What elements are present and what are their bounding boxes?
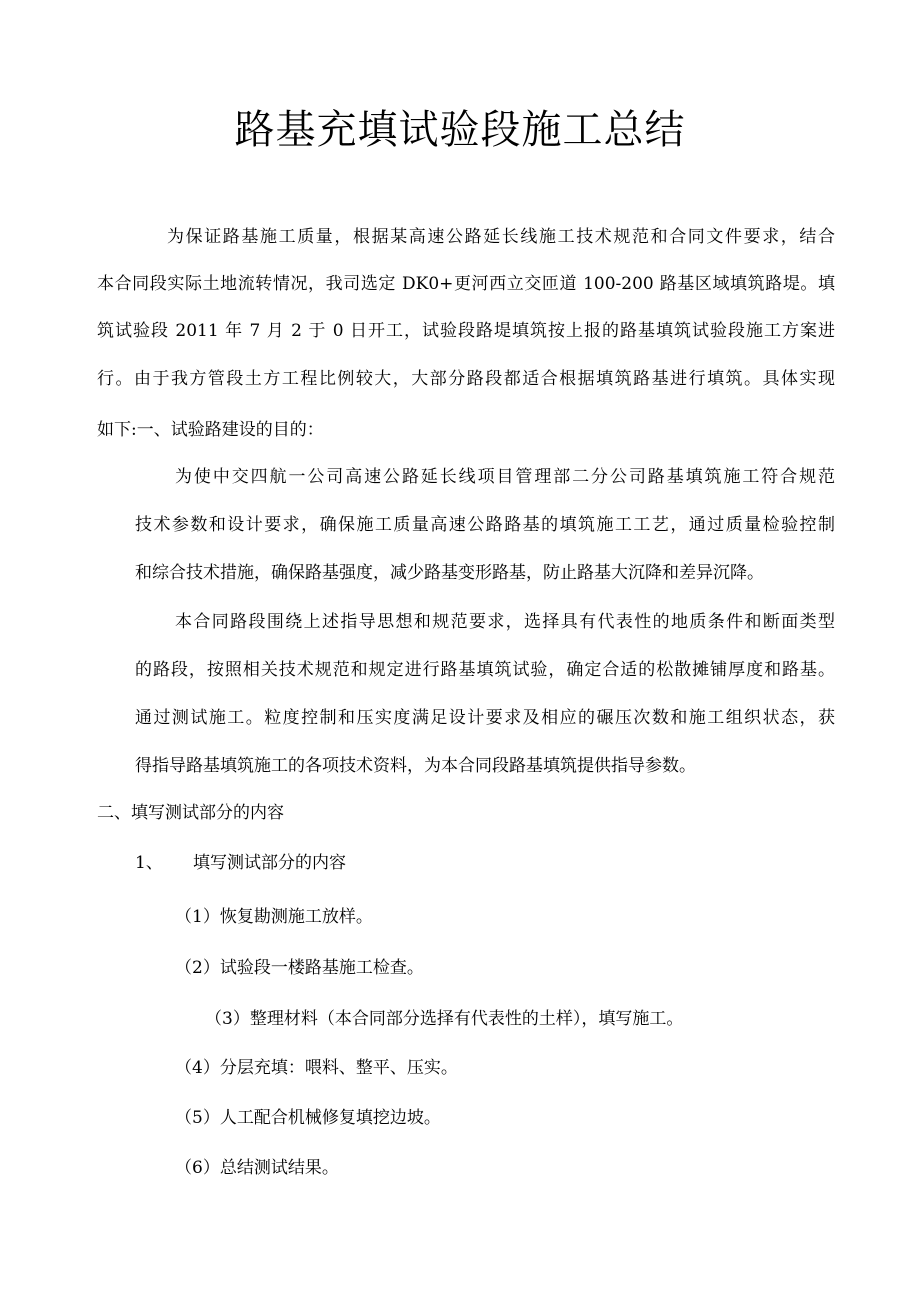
paragraph-line: 本合同路段围绕上述指导思想和规范要求，选择具有代表性的地质条件和断面类型 <box>175 612 835 632</box>
paragraph-line: 本合同段实际土地流转情况，我司选定 DK0+更河西立交匝道 100-200 路基区域填筑路堤。填 <box>97 274 835 294</box>
paragraph-line: 技术参数和设计要求，确保施工质量高速公路路基的填筑施工工艺，通过质量检验控制 <box>135 515 835 535</box>
paragraph-line: 如下:一、试验路建设的目的： <box>97 420 324 440</box>
list-item: （6）总结测试结果。 <box>175 1158 339 1178</box>
list-item: （3）整理材料（本合同部分选择有代表性的土样），填写施工。 <box>205 1009 684 1029</box>
paragraph-line: 得指导路基填筑施工的各项技术资料，为本合同段路基填筑提供指导参数。 <box>135 756 696 776</box>
paragraph-line: 筑试验段 2011 年 7 月 2 于 0 日开工，试验段路堤填筑按上报的路基填筑试验段施工方案进 <box>97 321 835 341</box>
list-item: （2）试验段一楼路基施工检查。 <box>175 958 424 978</box>
paragraph-line: 行。由于我方管段土方工程比例较大，大部分路段都适合根据填筑路基进行填筑。具体实现 <box>97 369 835 389</box>
paragraph-line: 为保证路基施工质量，根据某高速公路延长线施工技术规范和合同文件要求，结合 <box>167 227 835 247</box>
section-heading: 二、填写测试部分的内容 <box>97 803 284 823</box>
document-title: 路基充填试验段施工总结 <box>234 107 686 153</box>
paragraph-line: 通过测试施工。粒度控制和压实度满足设计要求及相应的碾压次数和施工组织状态，获 <box>135 708 835 728</box>
subsection-number: 1、 <box>135 853 163 873</box>
paragraph-line: 和综合技术措施，确保路基强度，减少路基变形路基，防止路基大沉降和差异沉降。 <box>135 563 764 583</box>
list-item: （5）人工配合机械修复填挖边坡。 <box>175 1108 441 1128</box>
list-item: （4）分层充填：喂料、整平、压实。 <box>175 1058 458 1078</box>
subsection-title: 填写测试部分的内容 <box>193 853 346 873</box>
list-item: （1）恢复勘测施工放样。 <box>175 907 373 927</box>
paragraph-line: 为使中交四航一公司高速公路延长线项目管理部二分公司路基填筑施工符合规范 <box>175 467 835 487</box>
paragraph-line: 的路段，按照相关技术规范和规定进行路基填筑试验，确定合适的松散摊铺厚度和路基。 <box>135 660 835 680</box>
